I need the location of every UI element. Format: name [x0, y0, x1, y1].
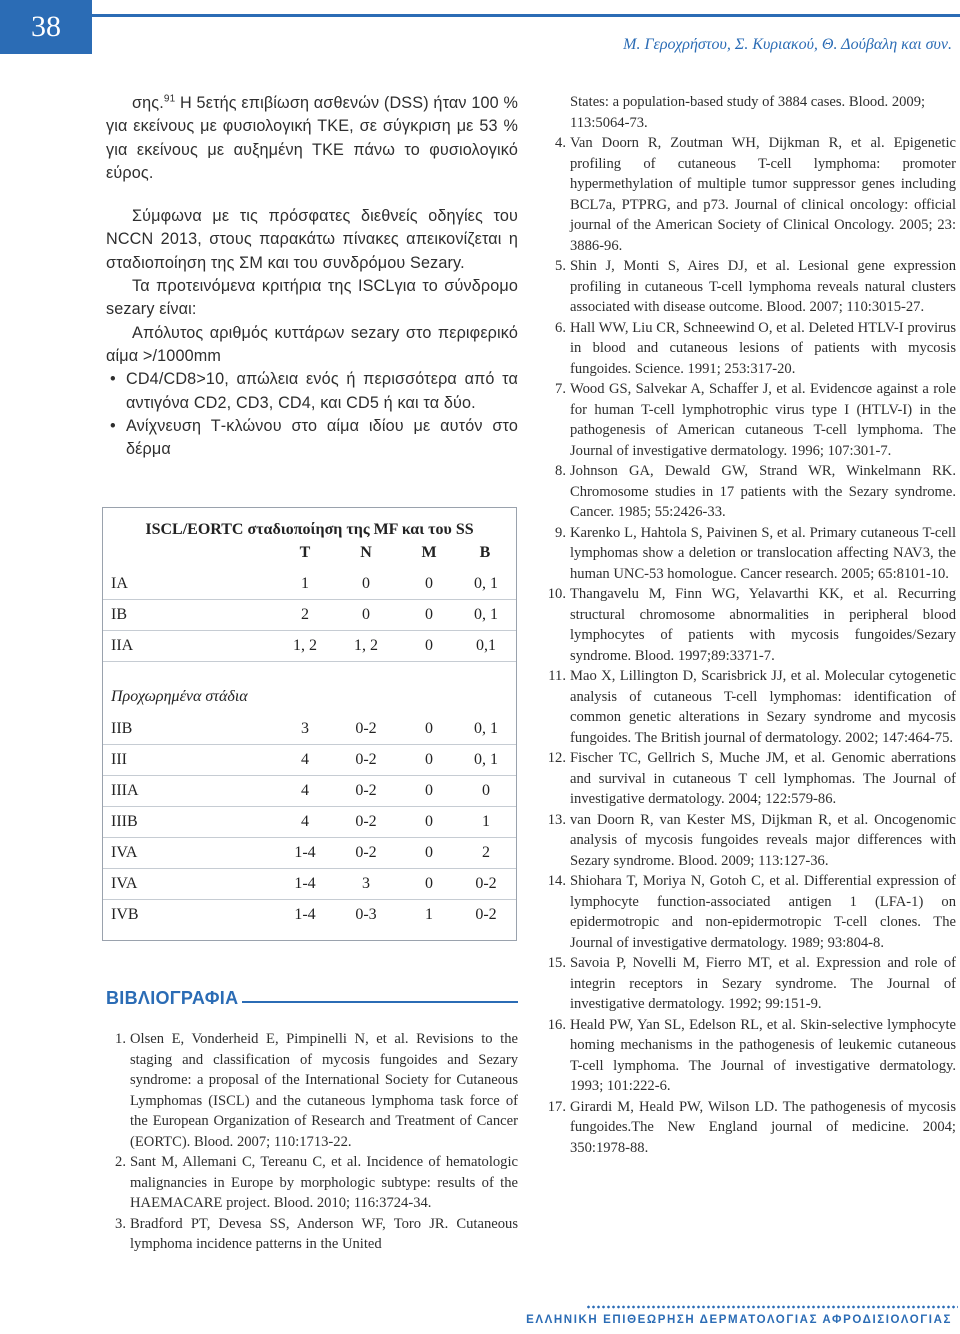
references-left: [108, 1029, 518, 1255]
reference-item: 16. Heald PW, Yan SL, Edelson RL, et al. Skin-selective lymphocyte homing mechanisms in the pathogenesis of leukemic cutaneous T-cell lymphoma. The Journal of investigative dermatology. 1993; 101:222-6.: [547, 1016, 956, 1094]
reference-item: 4. Van Doorn R, Zoutman WH, Dijkman R, et al. Epigenetic profiling of cutaneous T-cell lymphoma: promoter hypermethylation of multiple tumor suppressor genes including BCL7a, PTPRG, and p73. Journal of clinical oncology: official journal of the American Society of Clinical Oncology. 2005; 23: 3886-96.: [555, 135, 956, 254]
heading-rule: [242, 1001, 518, 1003]
column-header: M: [421, 544, 437, 561]
reference-item: 7. Wood GS, Salvekar A, Schaffer J, et al. Evidencσe against a role for human T-cell lymphotrophic virus type I (HTLV-I) in the pathogenesis of American cutaneous T-cell lymphoma. The Journal of investigative dermatology. 1996; 107:301-7.: [555, 381, 956, 459]
table-row: IVA 1-4 3 0 0-2: [103, 869, 516, 900]
reference-item: 10. Thangavelu M, Finn WG, Yelavarthi KK, et al. Recurring structural chromosome abnormalities in peripheral blood lymphocytes of patients with mycosis fungoides/Sezary syndrome. Blood. 1997;89:3371-7.: [547, 586, 956, 664]
reference-item: 8. Johnson GA, Dewald GW, Strand WR, Winkelmann RK. Chromosome studies in 17 patients with the Sezary syndrome. Cancer. 1985; 55:2426-33.: [555, 463, 956, 520]
staging-table: [102, 507, 517, 941]
reference-item: 11. Mao X, Lillington D, Scarisbrick JJ, et al. Molecular cytogenetic analysis of cutaneous T-cell lymphomas: identification of common genetic alterations in Sezary syndrome and mycosis fungoides. The British journal of dermatology. 2002; 147:464-75.: [548, 668, 956, 746]
reference-item: 2. Sant M, Allemani C, Tereanu C, et al. Incidence of hematologic malignancies in Europe by morphologic subtype: results of the HAEMACARE project. Blood. 2010; 116:3724-34.: [115, 1154, 518, 1211]
paragraph-criteria-count: Απόλυτος αριθμός κυττάρων sezary στο περιφερικό αίμα >/1000mm: [106, 323, 518, 365]
advanced-stages-label: Προχωρημένα στάδια: [111, 688, 248, 705]
reference-item: 5. Shin J, Monti S, Aires DJ, et al. Lesional gene expression profiling in cutaneous T-cell lymphoma reveals natural clusters associated with disease outcome. Blood. 2007; 110:3015-27.: [555, 258, 956, 315]
paragraph-survival: σης.$^{91}$ Η 5ετής επιβίωση ασθενών (DSS) ήταν 100 % για εκείνους με φυσιολογική ΤΚΕ, σε σύγκριση με 53 % για εκείνους με αυξημένη ΤΚΕ πάνω το φυσιολογικό εύρος.: [106, 93, 518, 182]
criteria-item: • Ανίχνευση Τ-κλώνου στο αίμα ιδίου με αυτόν στο δέρμα: [106, 415, 518, 462]
reference-item: 14. Shiohara T, Moriya N, Gotoh C, et al. Differential expression of lymphocyte function-associated antigen 1 (LFA-1) on epidermotropic and non-epidermotropic T-cell clones. The Journal of investigative dermatology. 1989; 93:804-8.: [547, 873, 956, 951]
references-right: [546, 92, 956, 1158]
body-text: [106, 92, 518, 461]
reference-item: 6. Hall WW, Liu CR, Schneewind O, et al. Deleted HTLV-I provirus in blood and cutaneous lesions of patients with mycosis fungoides. Science. 1991; 253:317-20.: [555, 319, 956, 377]
column-header: B: [479, 544, 491, 561]
table-row: IVB 1-4 0-3 1 0-2: [111, 906, 497, 923]
column-header: T: [299, 544, 311, 561]
reference-item: 15. Savoia P, Novelli M, Fierro MT, et al. Expression and role of integrin receptors in Sezary syndrome. The Journal of investigative dermatology. 1992; 99:151-9.: [547, 955, 956, 1012]
table-row: III 4 0-2 0 0, 1: [103, 745, 516, 776]
bibliography-heading: ΒΙΒΛΙΟΓΡΑΦΙΑ: [106, 988, 518, 1009]
table-row: IB 2 0 0 0, 1: [103, 600, 516, 631]
criteria-item: • CD4/CD8>10, απώλεια ενός ή περισσότερα από τα αντιγόνα CD2, CD3, CD4, και CD5 ή και τα δύο.: [106, 368, 518, 415]
staging-table-title: ISCL/EORTC σταδιοποίηση της MF και του SS: [145, 521, 474, 538]
table-row: IIA 1, 2 1, 2 0 0,1: [103, 631, 516, 662]
reference-item: 3. Bradford PT, Devesa SS, Anderson WF, Toro JR. Cutaneous lymphoma incidence patterns in the United: [115, 1215, 518, 1252]
table-row: IIIB 4 0-2 0 1: [103, 807, 516, 838]
reference-item: 13. van Doorn R, van Kester MS, Dijkman R, et al. Oncogenomic analysis of mycosis fungoides reveals major differences with Sezary syndrome. Blood. 2009; 113:127-36.: [547, 811, 956, 869]
paragraph-criteria-intro: Τα προτεινόμενα κριτήρια της ISCLγια το σύνδρομο sezary είναι:: [106, 277, 518, 319]
table-row: IIB 3 0-2 0 0, 1: [103, 714, 516, 745]
table-row: IIIA 4 0-2 0 0: [103, 776, 516, 807]
table-row: IVA 1-4 0-2 0 2: [103, 838, 516, 869]
page-number: 38: [0, 0, 92, 54]
staging-header-row: [103, 538, 516, 569]
criteria-list: [106, 368, 518, 461]
citation-superscript: 91: [163, 93, 176, 105]
column-header: N: [360, 544, 372, 561]
table-row: IA 1 0 0 0, 1: [103, 569, 516, 600]
header-rule: [92, 14, 960, 17]
footer-dotted-rule: [586, 1305, 958, 1309]
paragraph-nccn: Σύμφωνα με τις πρόσφατες διεθνείς οδηγίες του NCCN 2013, στους παρακάτω πίνακες απεικονίζεται η σταδιοποίηση της ΣΜ και του συνδρόμου Sezary.: [106, 207, 518, 272]
reference-continuation: States: a population-based study of 3884 cases. Blood. 2009; 113:5064-73.: [570, 94, 926, 131]
running-head: Μ. Γεροχρήστου, Σ. Κυριακού, Θ. Δούβαλη και συν.: [623, 36, 952, 53]
reference-item: 9. Karenko L, Hahtola S, Paivinen S, et al. Primary cutaneous T-cell lymphomas show a deletion or translocation affecting NAV3, the human UNC-53 homologue. Cancer research. 2005; 65:8101-10.: [555, 524, 956, 582]
reference-item: 12. Fischer TC, Gellrich S, Muche JM, et al. Genomic aberrations and survival in cutaneous T cell lymphomas. The Journal of investigative dermatology. 2004; 122:579-86.: [547, 750, 956, 807]
reference-item: 1. Olsen E, Vonderheid E, Pimpinelli N, et al. Revisions to the staging and classification of mycosis fungoides and Sezary syndrome: a proposal of the International Society for Cutaneous Lymphomas (ISCL) and the cutaneous lymphoma task force of the European Organization of Research and Treatment of Cancer (EORTC). Blood. 2007; 110:1713-22.: [115, 1031, 518, 1150]
journal-footer: ΕΛΛΗΝΙΚΗ ΕΠΙΘΕΩΡΗΣΗ ΔΕΡΜΑΤΟΛΟΓΙΑΣ ΑΦΡΟΔΙΣΙΟΛΟΓΙΑΣ: [526, 1314, 952, 1326]
reference-item: 17. Girardi M, Heald PW, Wilson LD. The pathogenesis of mycosis fungoides.The New England journal of medicine. 2004; 350:1978-88.: [547, 1098, 956, 1156]
